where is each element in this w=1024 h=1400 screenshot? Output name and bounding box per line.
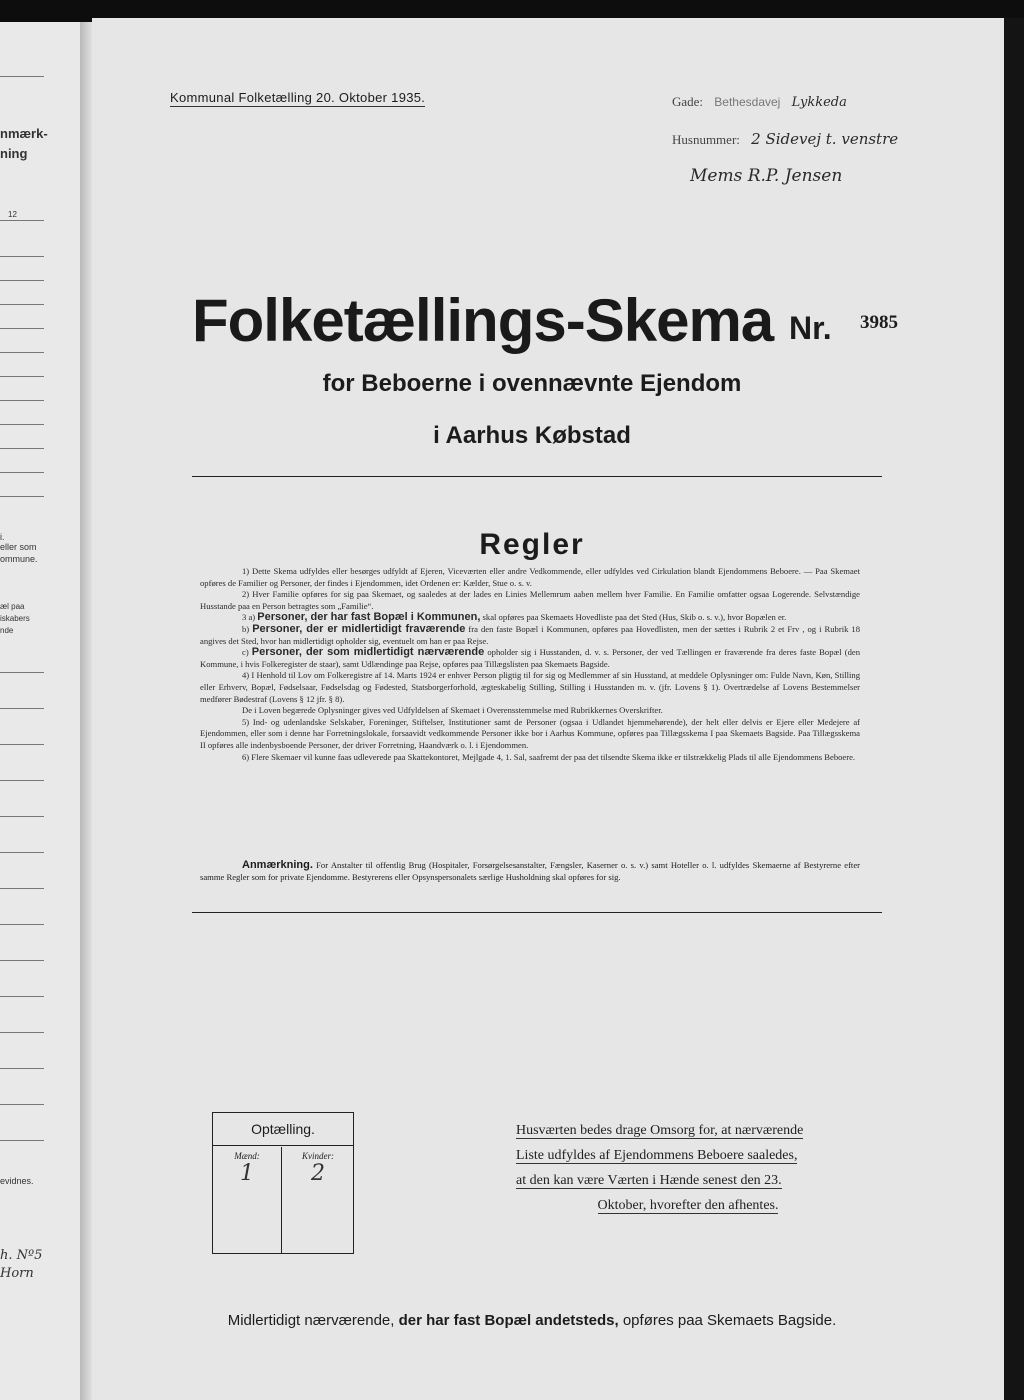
left-facing-page xyxy=(0,22,81,1400)
rule-4b: De i Loven begærede Oplysninger gives ved Udfyldelsen af Skemaet i Overensstemmelse med Rubrikkernes Overskrifter. xyxy=(242,705,663,716)
tally-women-label: Kvinder: xyxy=(302,1151,334,1161)
left-text: ning xyxy=(0,146,28,161)
tally-women-value: 2 xyxy=(311,1161,325,1186)
instruction-line: Liste udfyldes af Ejendommens Beboere saaledes, xyxy=(516,1148,798,1163)
rule-2: 2) Hver Familie opføres for sig paa Skemaet, og saaledes at der lades en Linies Mellemrum aaben mellem hver Familie. En Familie omfatter ogsaa Logerende. Selvstændige Husstande paa en Person betragtes som „Familie“. xyxy=(200,589,860,611)
tally-women-column xyxy=(283,1147,353,1253)
husnummer-field xyxy=(672,130,898,148)
instruction-line: Oktober, hvorefter den afhentes. xyxy=(597,1198,779,1213)
rules-text xyxy=(200,566,860,763)
gade-field xyxy=(672,94,847,110)
annotation-note xyxy=(200,860,860,883)
divider xyxy=(192,476,882,477)
instruction-line: at den kan være Værten i Hænde senest den 23. xyxy=(516,1173,782,1188)
rule-4: 4) I Henhold til Lov om Folkeregistre af 14. Marts 1924 er enhver Person pligtig til for sig og Medlemmer af sin Husstand, at meddele Oplysninger om: Fulde Navn, Køn, Stilling eller Erhverv, Bopæl, Fødselsaar, Fødselsdag og Fødested, Statsborgerforhold, ægteskabelig Stilling, Stilling i Husstanden m. v. (jfr. Lovens § 1). Overtrædelse af Lovens Bestemmelser medfører Bødestraf (Lovens § 12 jfr. § 8). xyxy=(200,670,860,704)
husnummer-handwritten: 2 Sidevej t. venstre xyxy=(751,130,899,148)
left-text: nde xyxy=(0,626,14,635)
gade-label: Gade: xyxy=(672,94,704,109)
form-number-value: 3985 xyxy=(860,312,898,333)
gade-printed-value: Bethesdavej xyxy=(714,95,781,109)
form-subtitle-2: i Aarhus Købstad xyxy=(433,422,631,449)
left-text: ommune. xyxy=(0,554,38,564)
left-handwriting: Horn xyxy=(0,1266,34,1281)
left-rule xyxy=(0,220,44,221)
rule-3b: b) Personer, der er midlertidigt fraværende fra den faste Bopæl i Kommunen, opføres paa Hovedlisten, men der sættes i Rubrik 2 et Frv , og i Rubrik 18 angives det Sted, hvor han midlertidigt opholder sig, eventuelt om han er paa Rejse. xyxy=(200,622,860,646)
note-text: For Anstalter til offentlig Brug (Hospitaler, Forsørgelsesanstalter, Fængsler, Kaserner o. s. v.) samt Hoteller o. l. udfyldes Skemaerne af Bestyrerne efter samme Regler som for private Ejendomme. Bestyrerens eller Opsynspersonalets særlige Husholdning skal opføres for sig. xyxy=(200,860,860,882)
rule-3a: 3 a) Personer, der har fast Bopæl i Kommunen, skal opføres paa Skemaets Hovedliste paa det Sted (Hus, Skib o. s. v.), hvor Bopælen er. xyxy=(242,611,787,624)
left-rule xyxy=(0,76,44,77)
left-text: evidnes. xyxy=(0,1176,34,1186)
rule-1: 1) Dette Skema udfyldes eller besørges udfyldt af Ejeren, Viceværten eller andre Vedkommende, eller udfyldes ved Cirkulation blandt Ejendommens Beboere. — Paa Skemaet opføres de Familier og Personer, der findes i Ejendommen, idet Ordenen er: Kælder, Stue o. s. v. xyxy=(200,566,860,588)
tally-men-label: Mænd: xyxy=(234,1151,260,1161)
left-text: 12 xyxy=(8,210,17,219)
form-title: Folketællings-Skema xyxy=(192,287,774,354)
tally-title: Optælling. xyxy=(213,1113,353,1146)
note-heading: Anmærkning. xyxy=(242,859,313,871)
left-text: æl paa xyxy=(0,602,25,611)
landlord-instruction xyxy=(516,1118,860,1218)
handwritten-name: Mems R.P. Jensen xyxy=(690,166,843,186)
gade-handwritten: Lykkeda xyxy=(791,95,847,110)
divider xyxy=(192,912,882,913)
tally-men-value: 1 xyxy=(240,1161,254,1186)
rule-3c: c) Personer, der som midlertidigt nærværende opholder sig i Husstanden, d. v. s. Personer, der ved Tællingen er fraværende fra deres faste Bopæl (den Kommune, i hvis Folkeregister de staar), samt Udlændinge paa Rejse, opføres paa Tillægslisten paa Skemaets Bagside. xyxy=(200,646,860,669)
page-edge xyxy=(1004,18,1024,1400)
census-form-page xyxy=(92,18,1004,1400)
left-text: eller som xyxy=(0,542,37,552)
left-text: iskabers xyxy=(0,614,30,623)
left-text: nmærk- xyxy=(0,126,48,141)
book-gutter xyxy=(80,22,92,1400)
husnummer-label: Husnummer: xyxy=(672,132,740,147)
rule-5: 5) Ind- og udenlandske Selskaber, Foreninger, Stiftelser, Institutioner samt de Personer (ogsaa i Udlandet hjemmehørende), der helt eller delvis er Ejere eller Medejere af Ejendommen, eller som i denne har Forretningslokale, forsaavidt vedkommende Personer ikke bor i Aarhus Kommune, opføres paa Tillægsskema I paa Skemaets Bagside. Paa Tillægsskema II opføres alle indenbysboende Personer, der driver Forretning, Haandværk o. l. i Ejendommen. xyxy=(200,716,860,750)
form-number-label: Nr. xyxy=(789,310,832,346)
census-header: Kommunal Folketælling 20. Oktober 1935. xyxy=(170,90,426,105)
rule-6: 6) Flere Skemaer vil kunne faas udleverede paa Skattekontoret, Mejlgade 4, 1. Sal, saafremt der paa det tilsendte Skema ikke er tilstrækkelig Plads til alle Ejendommens Beboere. xyxy=(242,751,856,762)
form-subtitle-1: for Beboerne i ovennævnte Ejendom xyxy=(322,370,742,397)
instruction-line: Husværten bedes drage Omsorg for, at nærværende xyxy=(516,1123,804,1138)
left-text: i. xyxy=(0,532,5,542)
rules-heading: Regler xyxy=(479,528,585,561)
footer-note: Midlertidigt nærværende, der har fast Bopæl andetsteds, opføres paa Skemaets Bagside. xyxy=(227,1312,837,1329)
tally-men-column xyxy=(213,1147,282,1253)
tally-box xyxy=(212,1112,354,1254)
left-handwriting: h. Nº5 xyxy=(0,1248,43,1263)
